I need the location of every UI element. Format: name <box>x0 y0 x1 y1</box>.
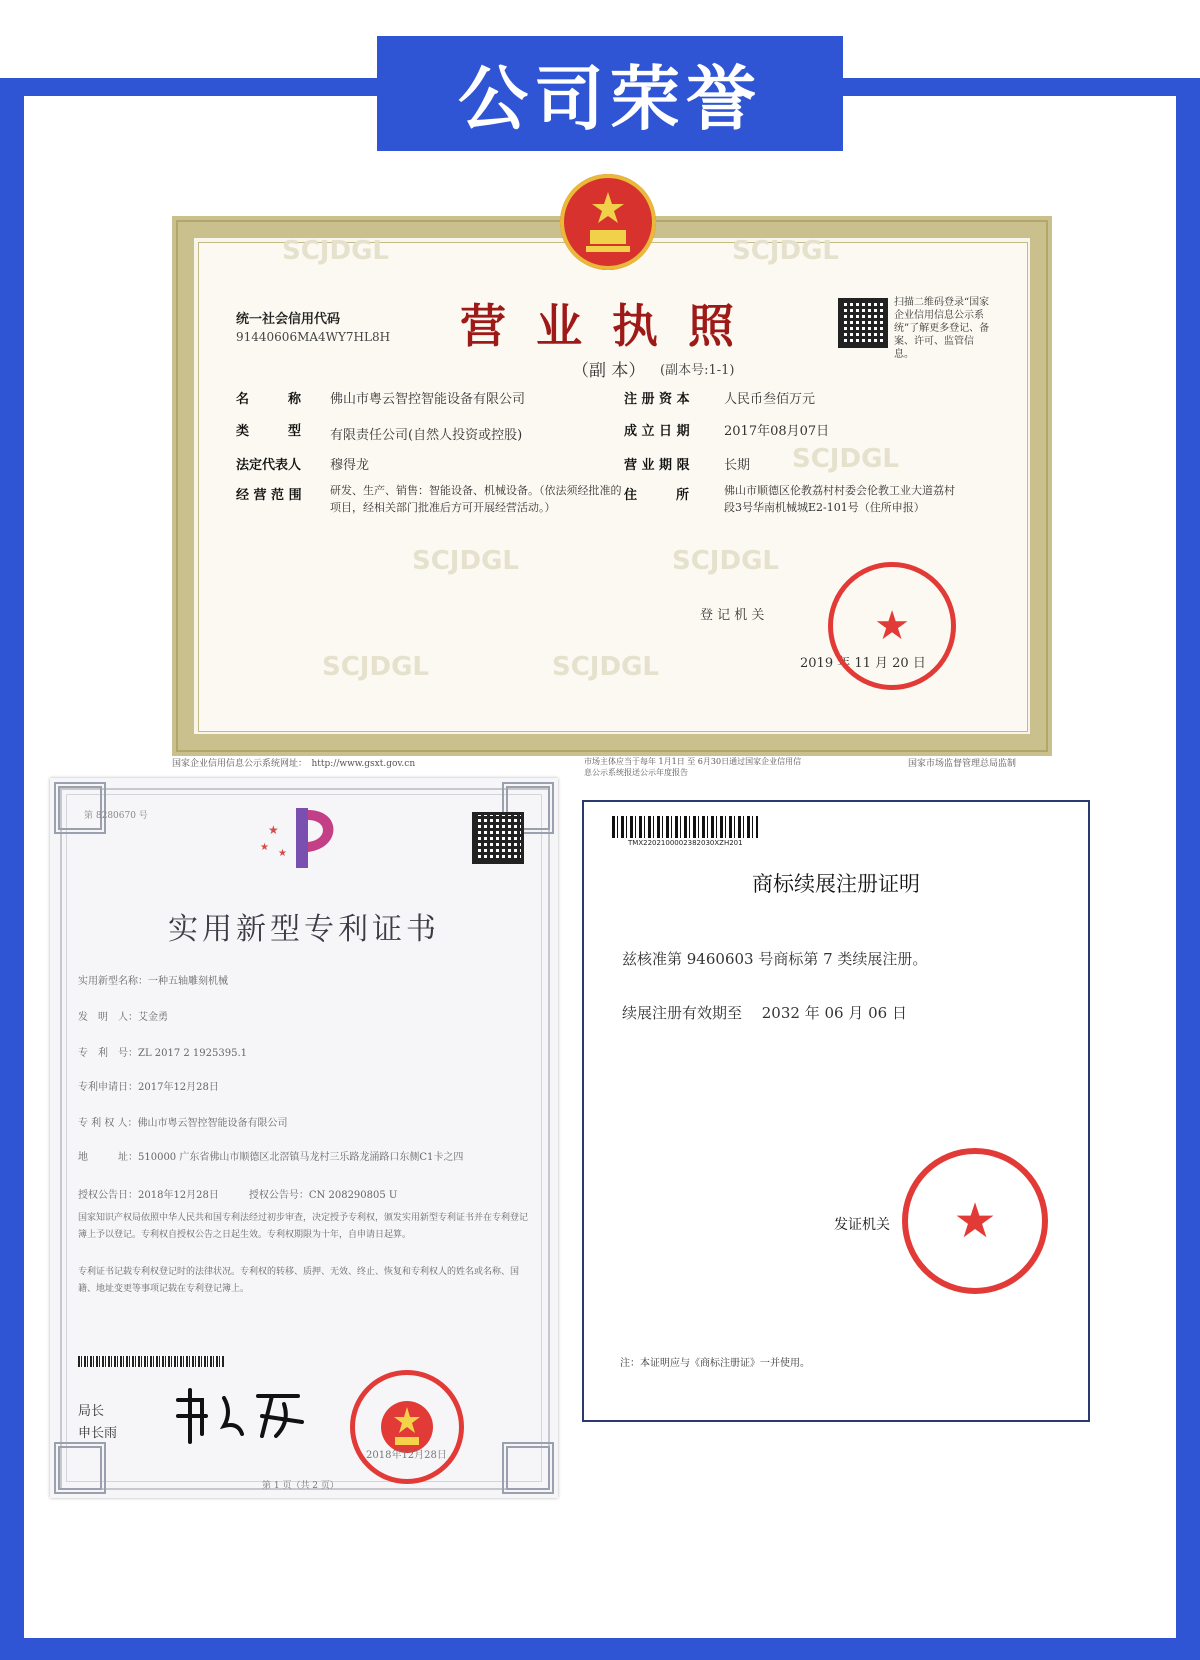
patent-paragraph: 专利证书记载专利权登记时的法律状况。专利权的转移、质押、无效、终止、恢复和专利权人的姓名或名称、国籍、地址变更等事项记载在专利登记簿上。 <box>78 1267 520 1294</box>
patent-paragraph: 国家知识产权局依照中华人民共和国专利法经过初步审查，决定授予专利权，颁发实用新型专利证书并在专利登记簿上予以登记。专利权自授权公告之日起生效。专利权期限为十年，自申请日起算。 <box>78 1213 529 1240</box>
patent-row: 发 明 人：艾金勇 <box>78 1012 168 1023</box>
license-field-label: 名 称 <box>236 392 302 407</box>
license-field-label: 成 立 日 期 <box>624 424 690 439</box>
trademark-renewal-line: 兹核准第 9460603 号商标第 7 类续展注册。 <box>622 950 928 968</box>
qr-code-icon <box>838 298 888 348</box>
license-watermark: SCJDGL <box>672 546 779 576</box>
seal-star-icon: ★ <box>874 603 910 649</box>
license-footer-website: 国家企业信用信息公示系统网址： http://www.gsxt.gov.cn <box>172 759 416 769</box>
trademark-title: 商标续展注册证明 <box>752 872 920 896</box>
patent-page-footer: 第 1 页（共 2 页） <box>262 1481 339 1491</box>
director-name: 申长雨 <box>78 1426 118 1441</box>
license-field-value: 有限责任公司(自然人投资或控股) <box>330 428 523 443</box>
license-field-value: 穆得龙 <box>330 458 370 473</box>
credit-code-value: 91440606MA4WY7HL8H <box>236 330 391 344</box>
license-field-label: 经 营 范 围 <box>236 488 302 503</box>
license-watermark: SCJDGL <box>792 444 899 474</box>
license-copy-number: (副本号:1-1) <box>660 363 735 378</box>
corner-ornament-icon <box>54 1442 106 1494</box>
frame-left-bar <box>0 78 24 1660</box>
license-title: 营业执照 <box>460 299 764 353</box>
license-field-label: 注 册 资 本 <box>624 392 690 407</box>
license-field-value: 2017年08月07日 <box>724 424 830 439</box>
patent-row: 专 利 号：ZL 2017 2 1925395.1 <box>78 1048 248 1059</box>
signature-icon <box>172 1382 308 1446</box>
svg-text:★: ★ <box>260 842 269 853</box>
registration-authority-label: 登 记 机 关 <box>700 608 765 623</box>
header-banner <box>377 36 843 151</box>
trademark-note: 注：本证明应与《商标注册证》一并使用。 <box>620 1358 810 1369</box>
license-field-value: 佛山市粤云智控智能设备有限公司 <box>330 392 526 407</box>
license-field-value: 长期 <box>724 458 751 473</box>
patent-seal-date: 2018年12月28日 <box>366 1450 447 1461</box>
registration-seal-icon <box>828 562 956 690</box>
page-title: 公司荣誉 <box>458 58 762 140</box>
patent-title: 实用新型专利证书 <box>168 912 440 947</box>
frame-bottom-bar <box>0 1638 1200 1660</box>
qr-code-icon <box>472 812 524 864</box>
license-watermark: SCJDGL <box>282 236 389 266</box>
credit-code-label: 统一社会信用代码 <box>236 312 341 327</box>
license-field-label: 法定代表人 <box>236 458 302 473</box>
license-field-value: 人民币叁佰万元 <box>724 392 816 407</box>
patent-row: 地 址：510000 广东省佛山市顺德区北滘镇马龙村三乐路龙涌路口东侧C1卡之四 <box>78 1152 464 1163</box>
license-copy-label: （副 本） <box>572 361 646 381</box>
patent-frame-inner <box>66 794 542 1482</box>
license-field-label: 营 业 期 限 <box>624 458 690 473</box>
license-issue-date: 2019 年 11 月 20 日 <box>800 656 926 671</box>
trademark-certificate <box>582 800 1090 1422</box>
patent-serial: 第 8280670 号 <box>84 811 148 821</box>
license-watermark: SCJDGL <box>322 652 429 682</box>
license-watermark: SCJDGL <box>552 652 659 682</box>
corner-ornament-icon <box>502 1442 554 1494</box>
frame-right-bar <box>1176 78 1200 1660</box>
national-emblem-icon <box>560 174 656 270</box>
director-label: 局长 <box>78 1404 105 1419</box>
license-footer-supervisor: 国家市场监督管理总局监制 <box>908 759 1017 769</box>
patent-row: 专利申请日：2017年12月28日 <box>78 1082 219 1093</box>
license-footer-notice: 市场主体应当于每年 1月1日 至 6月30日通过国家企业信用信息公示系统报送公示年度报告 <box>584 757 802 777</box>
barcode-icon <box>78 1356 224 1367</box>
license-field-value: 研发、生产、销售：智能设备、机械设备。（依法须经批准的项目，经相关部门批准后方可开展经营活动。） <box>330 484 622 514</box>
patent-row: 授权公告日：2018年12月28日 授权公告号：CN 208290805 U <box>78 1190 398 1201</box>
trademark-office-seal-icon <box>902 1148 1048 1294</box>
patent-office-seal-icon <box>350 1370 464 1484</box>
business-license <box>172 216 1052 777</box>
trademark-issuer-label: 发证机关 <box>834 1217 890 1233</box>
patent-certificate <box>50 778 558 1498</box>
license-field-label: 住 所 <box>624 488 690 503</box>
svg-text:★: ★ <box>268 823 279 837</box>
patent-row: 专 利 权 人：佛山市粤云智控智能设备有限公司 <box>78 1118 288 1129</box>
license-watermark: SCJDGL <box>732 236 839 266</box>
patent-row: 实用新型名称：一种五轴雕刻机械 <box>78 976 228 987</box>
trademark-barcode-text: TMX2202100002382030XZH201 <box>628 839 743 847</box>
barcode-icon <box>612 816 758 838</box>
license-field-label: 类 型 <box>236 424 302 439</box>
license-watermark: SCJDGL <box>412 546 519 576</box>
patent-office-logo-icon <box>256 804 348 872</box>
seal-star-icon: ★ <box>953 1193 997 1249</box>
svg-text:★: ★ <box>278 848 287 859</box>
trademark-validity-line: 续展注册有效期至 2032 年 06 月 06 日 <box>622 1004 907 1022</box>
qr-note: 扫描二维码登录“国家企业信用信息公示系统”了解更多登记、备案、许可、监管信息。 <box>894 297 990 360</box>
license-field-value: 佛山市顺德区伦教荔村村委会伦教工业大道荔村段3号华南机械城E2-101号（住所申报） <box>724 484 955 514</box>
